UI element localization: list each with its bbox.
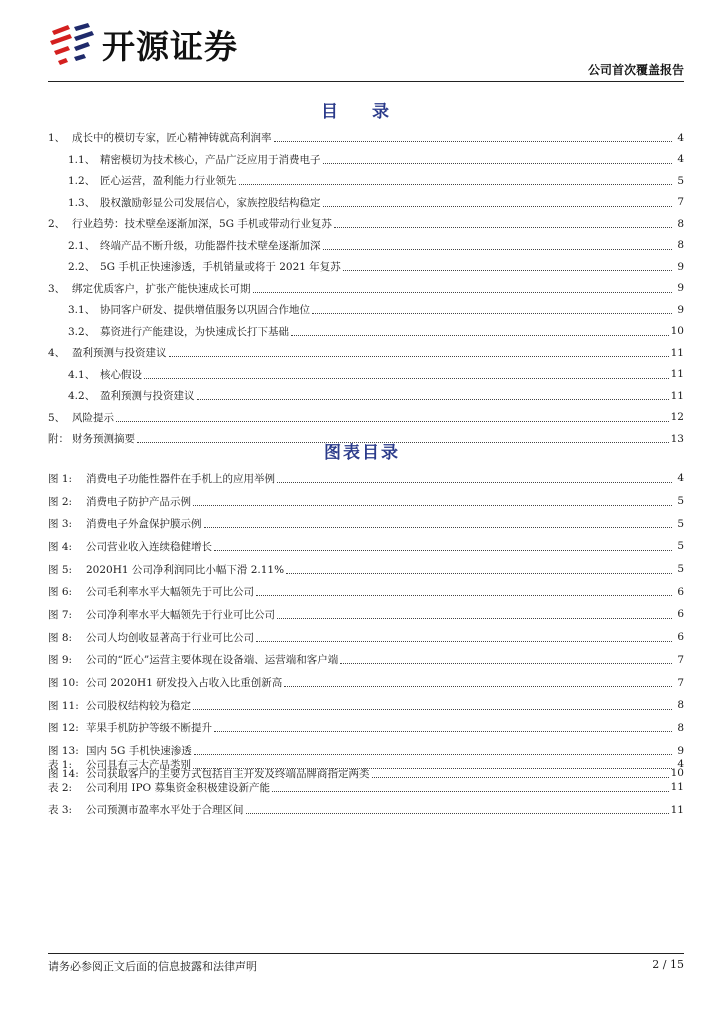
entry-page: 5	[677, 540, 684, 553]
entry-number: 图 9:	[48, 654, 73, 667]
entry-number: 图 7:	[48, 608, 73, 621]
entry-number: 3.1、	[68, 304, 96, 317]
leader-dots	[197, 399, 669, 400]
entry-page: 8	[677, 721, 684, 734]
entry-number: 1.2、	[68, 175, 96, 188]
entry-page: 6	[677, 608, 684, 621]
entry-page: 10	[670, 325, 684, 338]
kaiyuan-logo-icon	[48, 21, 98, 67]
entry-number: 图 14:	[48, 767, 79, 780]
toc-entry[interactable]	[48, 149, 684, 171]
entry-title: 募资进行产能建设，为快速成长打下基础	[100, 325, 289, 338]
entry-title: 消费电子功能性器件在手机上的应用举例	[86, 472, 275, 485]
entry-title: 国内 5G 手机快速渗透	[86, 745, 192, 758]
entry-number: 图 13:	[48, 745, 79, 758]
entry-title: 公司的“匠心”运营主要体现在设备端、运营端和客户端	[86, 654, 339, 667]
leader-dots	[343, 270, 672, 271]
leader-dots	[239, 184, 673, 185]
leader-dots	[284, 686, 672, 687]
leader-dots	[291, 335, 669, 336]
toc-entry[interactable]	[48, 364, 684, 386]
toc-entry[interactable]	[48, 192, 684, 214]
entry-number: 1.3、	[68, 196, 96, 209]
figures-title: 图表目录	[324, 443, 400, 463]
entry-number: 图 8:	[48, 631, 73, 644]
leader-dots	[169, 356, 669, 357]
leader-dots	[253, 292, 673, 293]
entry-number: 图 11:	[48, 699, 79, 712]
entry-title: 精密模切为技术核心，产品广泛应用于消费电子	[100, 153, 321, 166]
entry-number: 图 5:	[48, 563, 73, 576]
figure-entry[interactable]	[48, 580, 684, 603]
leader-dots	[272, 791, 669, 792]
toc-entry[interactable]	[48, 235, 684, 257]
entry-page: 8	[677, 217, 684, 230]
entry-page: 5	[677, 517, 684, 530]
figure-entry[interactable]	[48, 490, 684, 513]
entry-title: 5G 手机正快速渗透，手机销量或将于 2021 年复苏	[100, 261, 341, 274]
entry-page: 4	[677, 472, 684, 485]
entry-page: 11	[670, 389, 684, 402]
table-entry[interactable]	[48, 798, 684, 821]
table-of-contents	[48, 127, 684, 450]
entry-page: 8	[677, 239, 684, 252]
figures-list	[48, 467, 684, 785]
entry-title: 协同客户研发、提供增值服务以巩固合作地位	[100, 304, 310, 317]
leader-dots	[323, 163, 673, 164]
entry-title: 苹果手机防护等级不断提升	[86, 722, 212, 735]
entry-page: 8	[677, 699, 684, 712]
figure-entry[interactable]	[48, 626, 684, 649]
entry-title: 2020H1 公司净利润同比小幅下滑 2.11%	[86, 563, 285, 576]
leader-dots	[193, 505, 672, 506]
entry-page: 5	[677, 563, 684, 576]
entry-page: 9	[677, 303, 684, 316]
toc-entry[interactable]	[48, 278, 684, 300]
entry-title: 公司毛利率水平大幅领先于可比公司	[86, 586, 254, 599]
entry-number: 图 12:	[48, 722, 79, 735]
entry-title: 终端产品不断升级，功能器件技术壁垒逐渐加深	[100, 239, 321, 252]
entry-title: 公司利用 IPO 募集资金积极建设新产能	[86, 781, 270, 794]
entry-title: 股权激励彰显公司发展信心，家族控股结构稳定	[100, 196, 321, 209]
leader-dots	[323, 249, 673, 250]
figure-entry[interactable]	[48, 694, 684, 717]
figure-entry[interactable]	[48, 558, 684, 581]
entry-number: 表 3:	[48, 804, 73, 817]
leader-dots	[286, 573, 672, 574]
entry-number: 图 3:	[48, 518, 73, 531]
figure-entry[interactable]	[48, 603, 684, 626]
leader-dots	[193, 709, 672, 710]
leader-dots	[193, 768, 672, 769]
entry-number: 2.1、	[68, 239, 96, 252]
leader-dots	[204, 527, 673, 528]
leader-dots	[274, 141, 673, 142]
entry-number: 图 6:	[48, 586, 73, 599]
figure-entry[interactable]	[48, 535, 684, 558]
toc-entry[interactable]	[48, 299, 684, 321]
leader-dots	[277, 482, 672, 483]
page-number: 2 / 15	[652, 958, 684, 971]
leader-dots	[144, 378, 669, 379]
entry-number: 附：	[48, 433, 69, 446]
entry-page: 7	[677, 196, 684, 209]
table-entry[interactable]	[48, 753, 684, 776]
leader-dots	[312, 313, 672, 314]
entry-number: 2、	[48, 218, 66, 231]
entry-page: 9	[677, 744, 684, 757]
entry-title: 行业趋势：技术壁垒逐渐加深，5G 手机或带动行业复苏	[72, 218, 332, 231]
leader-dots	[116, 421, 669, 422]
entry-number: 3.2、	[68, 325, 96, 338]
entry-page: 11	[670, 346, 684, 359]
entry-page: 11	[670, 781, 684, 794]
entry-title: 绑定优质客户，扩张产能快速成长可期	[72, 282, 251, 295]
entry-title: 消费电子防护产品示例	[86, 495, 191, 508]
entry-page: 6	[677, 631, 684, 644]
toc-entry[interactable]	[48, 321, 684, 343]
page-header	[48, 14, 684, 78]
entry-page: 4	[677, 153, 684, 166]
toc-entry[interactable]	[48, 256, 684, 278]
entry-page: 4	[677, 758, 684, 771]
entry-title: 盈利预测与投资建议	[100, 390, 195, 403]
table-entry[interactable]	[48, 776, 684, 799]
entry-number: 表 1:	[48, 758, 73, 771]
entry-page: 11	[670, 368, 684, 381]
entry-title: 公司人均创收显著高于行业可比公司	[86, 631, 254, 644]
entry-number: 4、	[48, 347, 66, 360]
entry-number: 1、	[48, 132, 66, 145]
footer-disclaimer: 请务必参阅正文后面的信息披露和法律声明	[48, 960, 257, 973]
toc-entry[interactable]	[48, 385, 684, 407]
figure-entry[interactable]	[48, 649, 684, 672]
entry-number: 图 2:	[48, 495, 73, 508]
tables-list	[48, 753, 684, 821]
entry-number: 5、	[48, 411, 66, 424]
leader-dots	[214, 731, 672, 732]
entry-number: 3、	[48, 282, 66, 295]
entry-page: 11	[670, 803, 684, 816]
leader-dots	[277, 618, 672, 619]
brand-name: 开源证券	[102, 26, 238, 66]
entry-title: 消费电子外盒保护膜示例	[86, 518, 202, 531]
toc-entry[interactable]	[48, 127, 684, 149]
entry-page: 10	[670, 767, 684, 780]
entry-title: 匠心运营，盈利能力行业领先	[100, 175, 237, 188]
entry-page: 9	[677, 260, 684, 273]
entry-number: 4.2、	[68, 390, 96, 403]
entry-number: 图 4:	[48, 540, 73, 553]
entry-page: 5	[677, 174, 684, 187]
toc-entry[interactable]	[48, 407, 684, 429]
entry-title: 风险提示	[72, 411, 114, 424]
figure-entry[interactable]	[48, 512, 684, 535]
entry-title: 公司 2020H1 研发投入占收入比重创新高	[86, 677, 283, 690]
entry-page: 7	[677, 676, 684, 689]
entry-title: 财务预测摘要	[72, 433, 135, 446]
entry-page: 12	[670, 411, 684, 424]
entry-page: 13	[670, 432, 684, 445]
entry-title: 公司净利率水平大幅领先于行业可比公司	[86, 608, 275, 621]
toc-title: 目 录	[321, 102, 403, 122]
entry-number: 2.2、	[68, 261, 96, 274]
toc-entry[interactable]	[48, 342, 684, 364]
entry-page: 7	[677, 653, 684, 666]
entry-page: 5	[677, 495, 684, 508]
entry-page: 6	[677, 585, 684, 598]
entry-title: 核心假设	[100, 368, 142, 381]
entry-title: 公司营业收入连续稳健增长	[86, 540, 212, 553]
entry-title: 盈利预测与投资建议	[72, 347, 167, 360]
toc-entry[interactable]	[48, 213, 684, 235]
entry-title: 公司预测市盈率水平处于合理区间	[86, 804, 244, 817]
figure-entry[interactable]	[48, 467, 684, 490]
leader-dots	[246, 813, 669, 814]
figure-entry[interactable]	[48, 671, 684, 694]
entry-number: 1.1、	[68, 153, 96, 166]
entry-number: 表 2:	[48, 781, 73, 794]
report-type-label: 公司首次覆盖报告	[587, 63, 684, 77]
footer-divider	[48, 953, 684, 954]
entry-number: 图 10:	[48, 677, 79, 690]
entry-number: 4.1、	[68, 368, 96, 381]
header-divider	[48, 81, 684, 82]
brand-logo	[48, 20, 238, 68]
leader-dots	[334, 227, 672, 228]
entry-page: 9	[677, 282, 684, 295]
toc-entry[interactable]	[48, 170, 684, 192]
entry-title: 成长中的模切专家，匠心精神铸就高利润率	[72, 132, 272, 145]
figure-entry[interactable]	[48, 717, 684, 740]
leader-dots	[340, 663, 672, 664]
leader-dots	[323, 206, 673, 207]
leader-dots	[214, 550, 672, 551]
leader-dots	[256, 641, 672, 642]
leader-dots	[256, 595, 672, 596]
entry-title: 公司具有三大产品类别	[86, 758, 191, 771]
entry-title: 公司股权结构较为稳定	[86, 699, 191, 712]
entry-title: 公司获取客户的主要方式包括自主开发及终端品牌商指定两类	[86, 767, 370, 780]
entry-number: 图 1:	[48, 472, 73, 485]
entry-page: 4	[677, 131, 684, 144]
